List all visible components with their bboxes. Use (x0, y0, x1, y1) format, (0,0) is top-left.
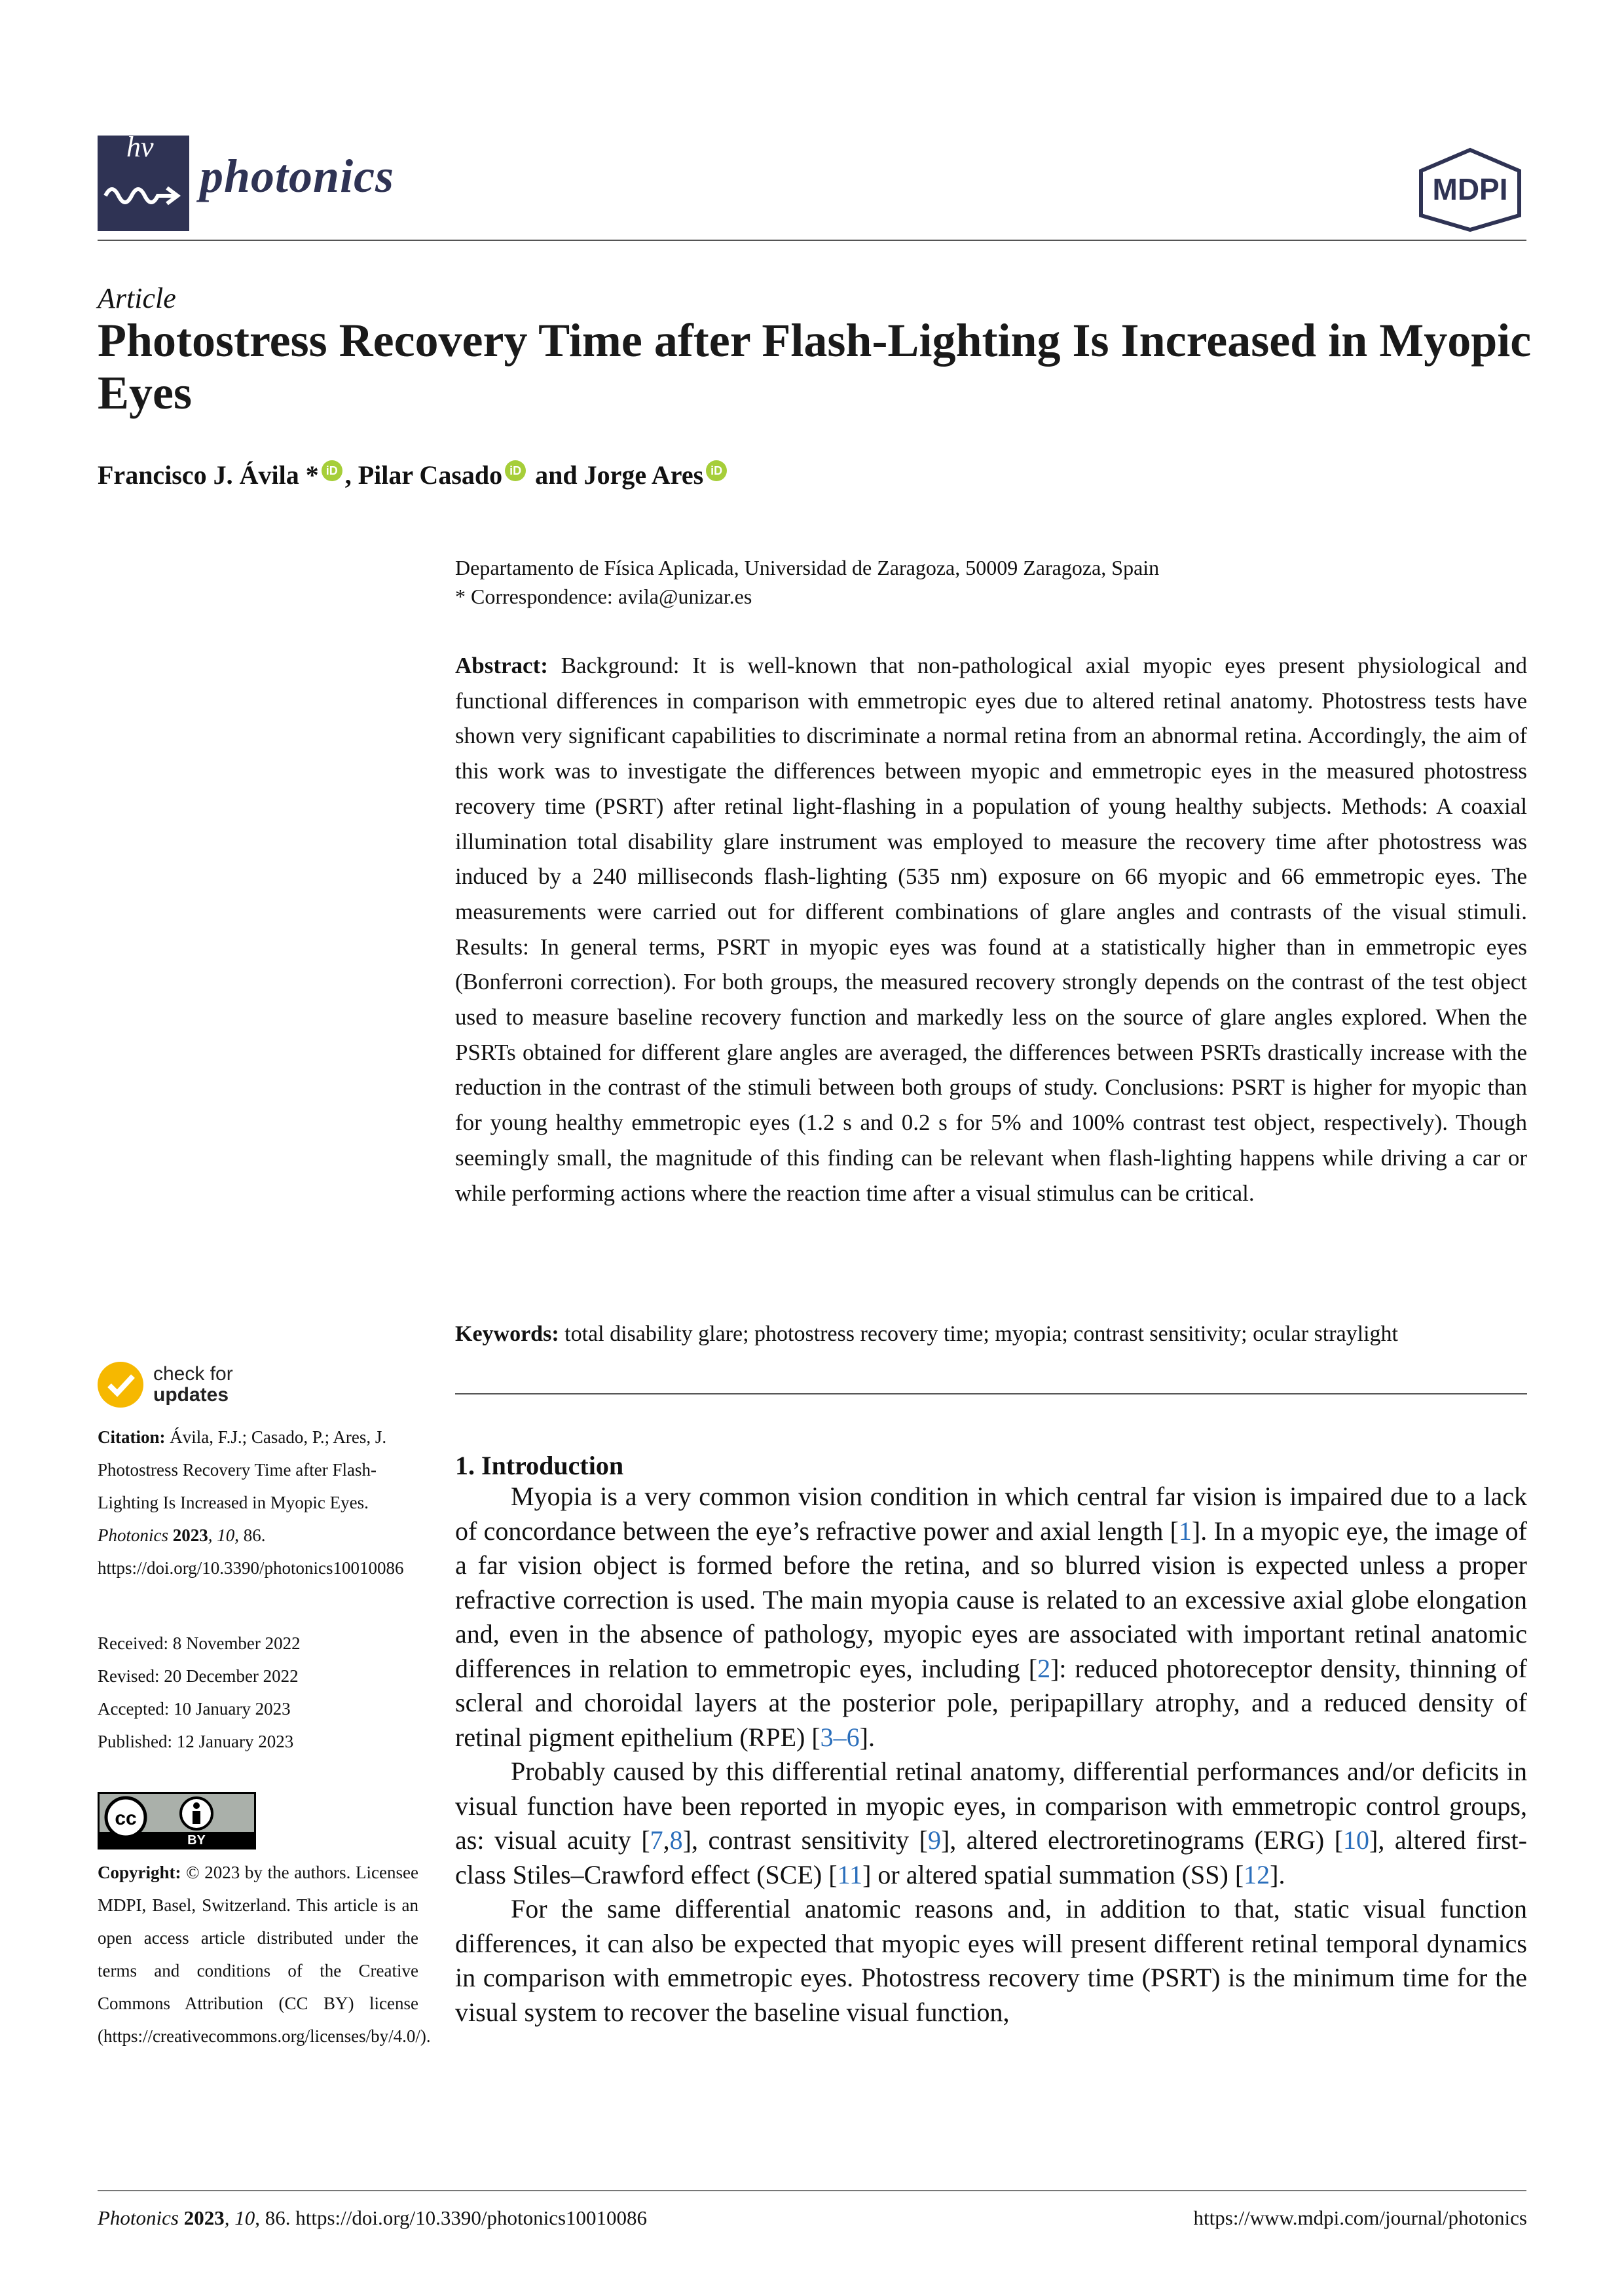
published-date: Published: 12 January 2023 (98, 1732, 294, 1751)
citation-link[interactable]: 9 (927, 1825, 941, 1855)
journal-logo-hv: hv (126, 131, 154, 163)
received-date: Received: 8 November 2022 (98, 1633, 301, 1653)
mdpi-logo (1414, 147, 1526, 232)
correspondence: * Correspondence: avila@unizar.es (455, 585, 752, 608)
citation-link[interactable]: 3–6 (820, 1722, 860, 1752)
cc-icon (100, 1794, 254, 1848)
revised-date: Revised: 20 December 2022 (98, 1666, 299, 1686)
updates-text: updates (153, 1384, 229, 1406)
author-ares[interactable]: and Jorge Ares (528, 460, 704, 490)
citation-volume: , 10 (208, 1525, 235, 1545)
orcid-icon[interactable]: iD (706, 460, 727, 481)
author-list (98, 460, 729, 490)
citation-link[interactable]: 2 (1037, 1653, 1051, 1683)
citation-label: Citation: (98, 1427, 166, 1447)
footer-citation (98, 2206, 647, 2230)
journal-name: photonics (200, 150, 395, 202)
author-avila[interactable]: Francisco J. Ávila * (98, 460, 319, 490)
mdpi-logo-text: MDPI (1432, 172, 1508, 206)
citation-block (98, 1421, 418, 1584)
footer-volume: , 10 (224, 2206, 255, 2229)
citation-link[interactable]: 1 (1178, 1516, 1192, 1546)
citation-year: 2023 (168, 1525, 208, 1545)
citation-text: Ávila, F.J.; Casado, P.; Ares, J. Photostress Recovery Time after Flash-Lighting Is Increased in Myopic Eyes. (98, 1427, 387, 1512)
copyright-block (98, 1856, 431, 2052)
citation-journal: Photonics (98, 1525, 168, 1545)
footer-divider (98, 2190, 1526, 2191)
abstract-label: Abstract: (455, 653, 548, 678)
orcid-icon[interactable]: iD (505, 460, 526, 481)
citation-link[interactable]: 10 (1343, 1825, 1370, 1855)
copyright-label: Copyright: (98, 1863, 181, 1882)
orcid-icon[interactable]: iD (322, 460, 342, 481)
citation-link[interactable]: 12 (1244, 1859, 1270, 1889)
section-heading-introduction: 1. Introduction (455, 1451, 624, 1480)
abstract (455, 648, 1527, 1211)
svg-text:cc: cc (115, 1808, 137, 1829)
cc-by-license-badge[interactable] (98, 1792, 256, 1850)
cc-by-label: BY (187, 1833, 206, 1848)
citation-link[interactable]: 7 (650, 1825, 663, 1855)
check-icon (98, 1362, 143, 1408)
citation-link[interactable]: 8 (669, 1825, 683, 1855)
paragraph: For the same differential anatomic reasons and, in addition to that, static visual function differences, it can also be expected that myopic eyes will present different retinal temporal dynamics in comparison with emmetropic eyes. Photostress recovery time (PSRT) is the minimum time for the visual system to recover the baseline visual function, (455, 1894, 1527, 2027)
article-type: Article (98, 282, 176, 314)
check-for-text: check for (153, 1363, 233, 1385)
author-casado[interactable]: , Pilar Casado (344, 460, 503, 490)
keywords-label: Keywords: (455, 1322, 559, 1346)
citation-doi[interactable]: , 86. https://doi.org/10.3390/photonics10010086 (98, 1525, 404, 1578)
check-for-updates-badge[interactable] (98, 1362, 294, 1408)
article-title: Photostress Recovery Time after Flash-Lighting Is Increased in Myopic Eyes (98, 314, 1532, 419)
paragraph: Myopia is a very common vision condition in which central far vision is impaired due to a lack of concordance between the eye’s refractive power and axial length [1]. In a myopic eye, the image of a far vision object is formed before the retina, and so blurred vision is expected unless a proper refractive correction is used. The main myopia cause is related to an excessive axial globe elongation and, even in the absence of pathology, myopic eyes are associated with important retinal anatomic differences in relation to emmetropic eyes, including [2]: reduced photoreceptor density, thinning of scleral and choroidal layers at the posterior pole, peripapillary atrophy, and a reduced density of retinal pigment epithelium (RPE) [3–6]. (455, 1482, 1527, 1752)
citation-link[interactable]: 11 (837, 1859, 863, 1889)
affiliation: Departamento de Física Aplicada, Universidad de Zaragoza, 50009 Zaragoza, Spain (455, 556, 1160, 579)
copyright-text: © 2023 by the authors. Licensee MDPI, Basel, Switzerland. This article is an open access article distributed under the terms and conditions of the Creative Commons Attribution (CC BY) license (https://creativecommons.org/licenses/by/4.0/). (98, 1863, 431, 2046)
footer-journal-url[interactable]: https://www.mdpi.com/journal/photonics (1193, 2206, 1527, 2229)
abstract-text: Background: It is well-known that non-pathological axial myopic eyes present physiological and functional differences in comparison with emmetropic eyes due to altered retinal anatomy. Photostress tests have shown very significant capabilities to discriminate a normal retina from an abnormal retina. Accordingly, the aim of this work was to investigate the differences between myopic and emmetropic eyes in the measured photostress recovery time (PSRT) after retinal light-flashing in a population of young healthy subjects. Methods: A coaxial illumination total disability glare instrument was employed to measure the recovery time after photostress was induced by a 240 milliseconds flash-lighting (535 nm) exposure on 66 myopic and 66 emmetropic eyes. The measurements were carried out for different combinations of glare angles and contrasts of the visual stimuli. Results: In general terms, PSRT in myopic eyes was found at a statistically higher than in emmetropic eyes (Bonferroni correction). For both groups, the measured recovery strongly depends on the contrast of the test object used to measure baseline recovery function and markedly less on the source of glare angles explored. When the PSRTs obtained for different glare angles are averaged, the differences between PSRTs drastically increase with the reduction in the contrast of the stimuli between both groups of study. Conclusions: PSRT is higher for myopic than for young healthy emmetropic eyes (1.2 s and 0.2 s for 5% and 100% contrast test object, respectively). Though seemingly small, the magnitude of this finding can be relevant when flash-lighting happens while driving a car or while performing actions where the reaction time after a visual stimulus can be critical. (455, 653, 1527, 1206)
keywords-text: total disability glare; photostress recovery time; myopia; contrast sensitivity; ocular straylight (559, 1322, 1398, 1346)
keywords (455, 1319, 1527, 1349)
footer-doi[interactable]: , 86. https://doi.org/10.3390/photonics10010086 (255, 2206, 648, 2229)
paragraph: Probably caused by this differential retinal anatomy, differential performances and/or deficits in visual function have been reported in myopic eyes, in comparison with emmetropic control groups, as: visual acuity [7,8], contrast sensitivity [9], altered electroretinograms (ERG) [10], altered first-class Stiles–Crawford effect (SCE) [11] or altered spatial summation (SS) [12]. (455, 1757, 1527, 1889)
footer-journal: Photonics (98, 2206, 179, 2229)
footer-year: 2023 (179, 2206, 225, 2229)
introduction-body (455, 1480, 1527, 2030)
wave-arrow-icon (98, 136, 189, 231)
accepted-date: Accepted: 10 January 2023 (98, 1699, 291, 1719)
dates-block (98, 1627, 418, 1758)
keywords-divider (455, 1393, 1527, 1394)
journal-logo (98, 131, 189, 231)
header-divider (98, 240, 1526, 241)
